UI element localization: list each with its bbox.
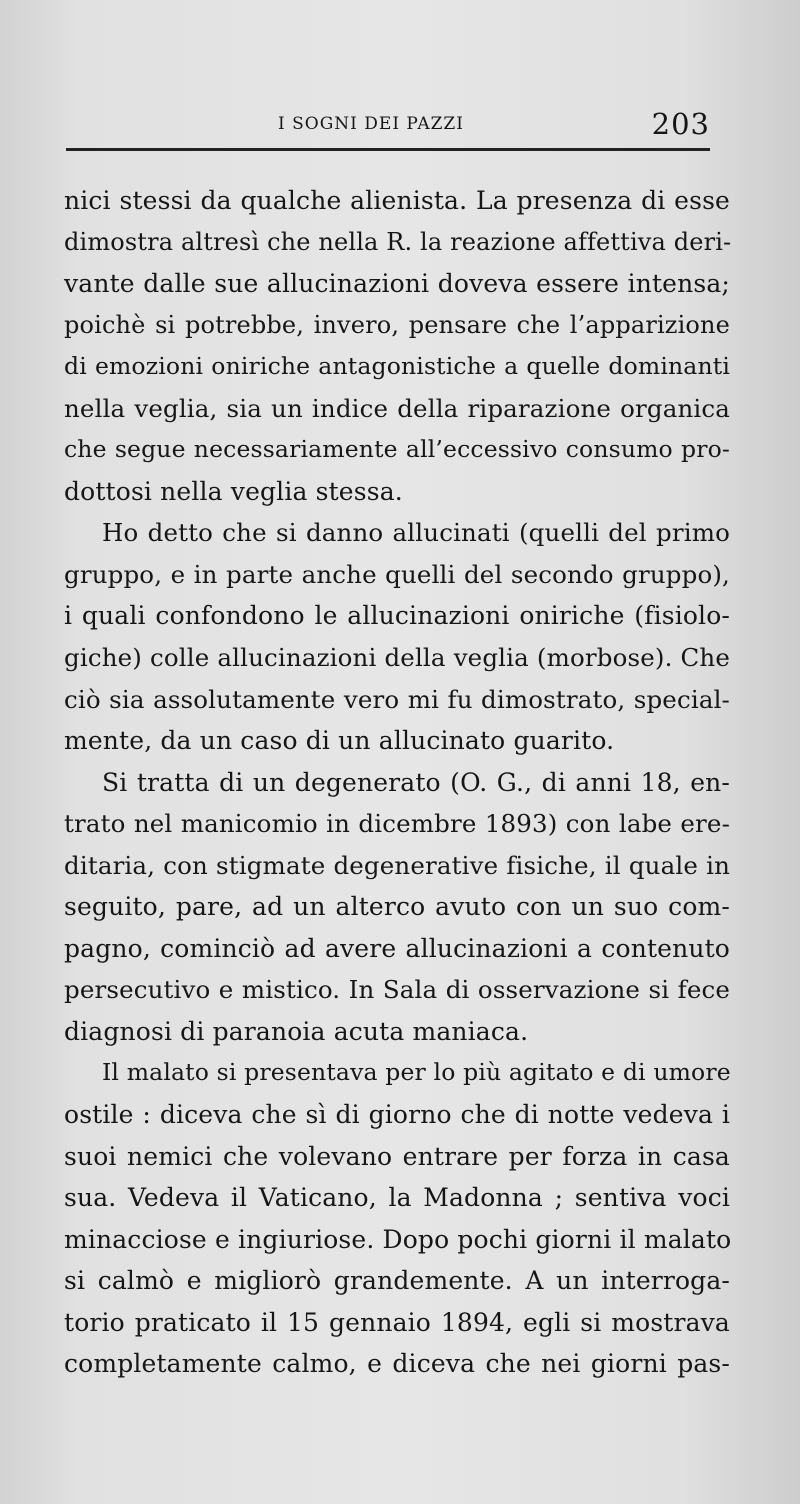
text-line: mente, da un caso di un allucinato guarito. [64,726,615,756]
text-line: ciò sia assolutamente vero mi fu dimostrato, special- [64,684,730,714]
text-line: suoi nemici che volevano entrare per forza in casa [64,1141,730,1171]
text-line: vante dalle sue allucinazioni doveva essere intensa; [64,269,730,299]
text-line: pagno, cominciò ad avere allucinazioni a contenuto [64,933,730,963]
header-rule [66,148,710,151]
text-line: seguito, pare, ad un alterco avuto con un suo com- [64,892,730,922]
text-line: i quali confondono le allucinazioni oniriche (fisiolo- [64,601,730,631]
text-line: Si tratta di un degenerato (O. G., di anni 18, en- [102,767,730,797]
running-title: I SOGNI DEI PAZZI [278,114,464,134]
page-number: 203 [651,107,710,141]
text-line: torio praticato il 15 gennaio 1894, egli si mostrava [64,1307,730,1337]
text-line: gruppo, e in parte anche quelli del secondo gruppo), [64,559,730,589]
text-line: ostile : diceva che sì di giorno che di notte vedeva i [64,1100,730,1130]
text-line: poichè si potrebbe, invero, pensare che l’apparizione [64,310,730,339]
text-line: nici stessi da qualche alienista. La presenza di esse [64,186,730,215]
text-line: Il malato si presentava per lo più agitato e di umore [102,1058,731,1087]
text-line: trato nel manicomio in dicembre 1893) con labe ere- [64,809,730,839]
text-line: completamente calmo, e diceva che nei giorni pas- [64,1349,730,1379]
running-header [66,102,710,142]
text-line: dottosi nella veglia stessa. [64,476,403,506]
text-line: dimostra altresì che nella R. la reazione affettiva deri- [64,227,732,256]
text-line: Ho detto che si danno allucinati (quelli del primo [102,518,730,548]
text-line: ditaria, con stigmate degenerative fisiche, il quale in [64,850,730,880]
text-line: nella veglia, sia un indice della riparazione organica [64,393,730,423]
body-text [64,180,730,1385]
text-line: persecutivo e mistico. In Sala di osservazione si fece [64,975,730,1005]
text-line: di emozioni oniriche antagonistiche a quelle dominanti [64,352,730,381]
text-line: sua. Vedeva il Vaticano, la Madonna ; sentiva voci [64,1183,730,1213]
text-line: si calmò e migliorò grandemente. A un interroga- [64,1266,730,1296]
text-line: diagnosi di paranoia acuta maniaca. [64,1016,529,1046]
text-line: che segue necessariamente all’eccessivo consumo pro- [64,435,730,464]
text-line: giche) colle allucinazioni della veglia (morbose). Che [64,643,730,673]
text-line: minacciose e ingiuriose. Dopo pochi giorni il malato [64,1224,732,1254]
